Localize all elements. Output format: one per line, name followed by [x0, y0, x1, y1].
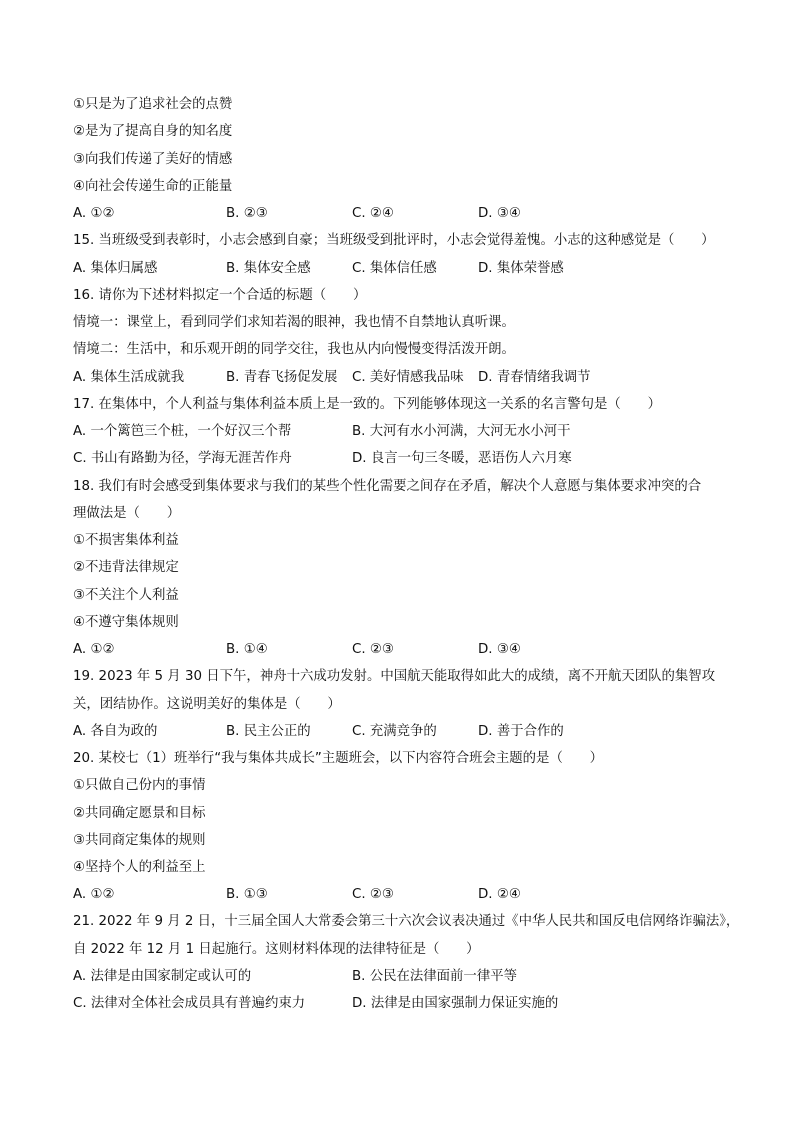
option-b: B. ①④: [226, 642, 268, 657]
option-d: D. ②④: [478, 887, 521, 902]
question-20-stem: 20. 某校七（1）班举行“我与集体共成长”主题班会，以下内容符合班会主题的是（ ）: [73, 751, 604, 766]
statement-4: ④坚持个人的利益至上: [73, 860, 206, 875]
option-d: D. 法律是由国家强制力保证实施的: [352, 996, 559, 1011]
option-c: C. ②③: [352, 642, 394, 657]
question-21-stem-line-2: 自 2022 年 12 月 1 日起施行。这则材料体现的法律特征是（ ）: [73, 942, 480, 957]
question-19-stem-line-1: 19. 2023 年 5 月 30 日下午，神舟十六成功发射。中国航天能取得如此大的成绩，离不开航天团队的集智攻: [73, 669, 716, 684]
option-a: A. ①②: [73, 887, 115, 902]
option-d: D. ③④: [478, 206, 521, 221]
question-19-stem-line-2: 关，团结协作。这说明美好的集体是（ ）: [73, 697, 341, 712]
question-18-stem-line-2: 理做法是（ ）: [73, 506, 181, 521]
option-a: A. ①②: [73, 642, 115, 657]
statement-2: ②不违背法律规定: [73, 560, 179, 575]
statement-2: ②共同确定愿景和目标: [73, 806, 206, 821]
option-c: C. 法律对全体社会成员具有普遍约束力: [73, 996, 306, 1011]
question-21-stem-line-1: 21. 2022 年 9 月 2 日，十三届全国人大常委会第三十六次会议表决通过《中华人民共和国反电信网络诈骗法》，: [73, 914, 740, 929]
statement-3: ③共同商定集体的规则: [73, 833, 206, 848]
option-a: A. 集体生活成就我: [73, 370, 185, 385]
option-d: D. 良言一句三冬暖，恶语伤人六月寒: [352, 451, 572, 466]
statement-1: ①不损害集体利益: [73, 533, 179, 548]
option-b: B. 公民在法律面前一律平等: [352, 969, 517, 984]
option-b: B. 青春飞扬促发展: [226, 370, 338, 385]
option-d: D. 青春情绪我调节: [478, 370, 591, 385]
option-c: C. 美好情感我品味: [352, 370, 464, 385]
question-17-stem: 17. 在集体中，个人利益与集体利益本质上是一致的。下列能够体现这一关系的名言警句是（ ）: [73, 397, 661, 412]
option-b: B. ①③: [226, 887, 268, 902]
statement-4: ④向社会传递生命的正能量: [73, 179, 233, 194]
option-a: A. 集体归属感: [73, 261, 158, 276]
statement-3: ③不关注个人利益: [73, 588, 179, 603]
option-c: C. 书山有路勤为径，学海无涯苦作舟: [73, 451, 292, 466]
option-c: C. ②③: [352, 887, 394, 902]
option-a: A. 各自为政的: [73, 724, 158, 739]
statement-1: ①只是为了追求社会的点赞: [73, 97, 233, 112]
option-b: B. 集体安全感: [226, 261, 311, 276]
option-a: A. ①②: [73, 206, 115, 221]
question-18-stem-line-1: 18. 我们有时会感受到集体要求与我们的某些个性化需要之间存在矛盾，解决个人意愿与集体要求冲突的合: [73, 479, 702, 494]
option-b: B. 大河有水小河满，大河无水小河干: [352, 424, 571, 439]
option-b: B. 民主公正的: [226, 724, 311, 739]
statement-2: ②是为了提高自身的知名度: [73, 124, 233, 139]
statement-4: ④不遵守集体规则: [73, 615, 179, 630]
option-b: B. ②③: [226, 206, 268, 221]
question-16-stem: 16. 请你为下述材料拟定一个合适的标题（ ）: [73, 288, 367, 303]
option-d: D. ③④: [478, 642, 521, 657]
option-d: D. 善于合作的: [478, 724, 564, 739]
option-c: C. 集体信任感: [352, 261, 437, 276]
statement-3: ③向我们传递了美好的情感: [73, 152, 233, 167]
option-c: C. ②④: [352, 206, 394, 221]
option-a: A. 一个篱笆三个桩，一个好汉三个帮: [73, 424, 292, 439]
material-scenario-1: 情境一：课堂上，看到同学们求知若渴的眼神，我也情不自禁地认真听课。: [73, 315, 515, 330]
question-15-stem: 15. 当班级受到表彰时，小志会感到自豪；当班级受到批评时，小志会觉得羞愧。小志的这种感觉是（ ）: [73, 233, 715, 248]
option-d: D. 集体荣誉感: [478, 261, 564, 276]
material-scenario-2: 情境二：生活中，和乐观开朗的同学交往，我也从内向慢慢变得活泼开朗。: [73, 342, 515, 357]
option-a: A. 法律是由国家制定或认可的: [73, 969, 252, 984]
option-c: C. 充满竞争的: [352, 724, 437, 739]
statement-1: ①只做自己份内的事情: [73, 778, 206, 793]
